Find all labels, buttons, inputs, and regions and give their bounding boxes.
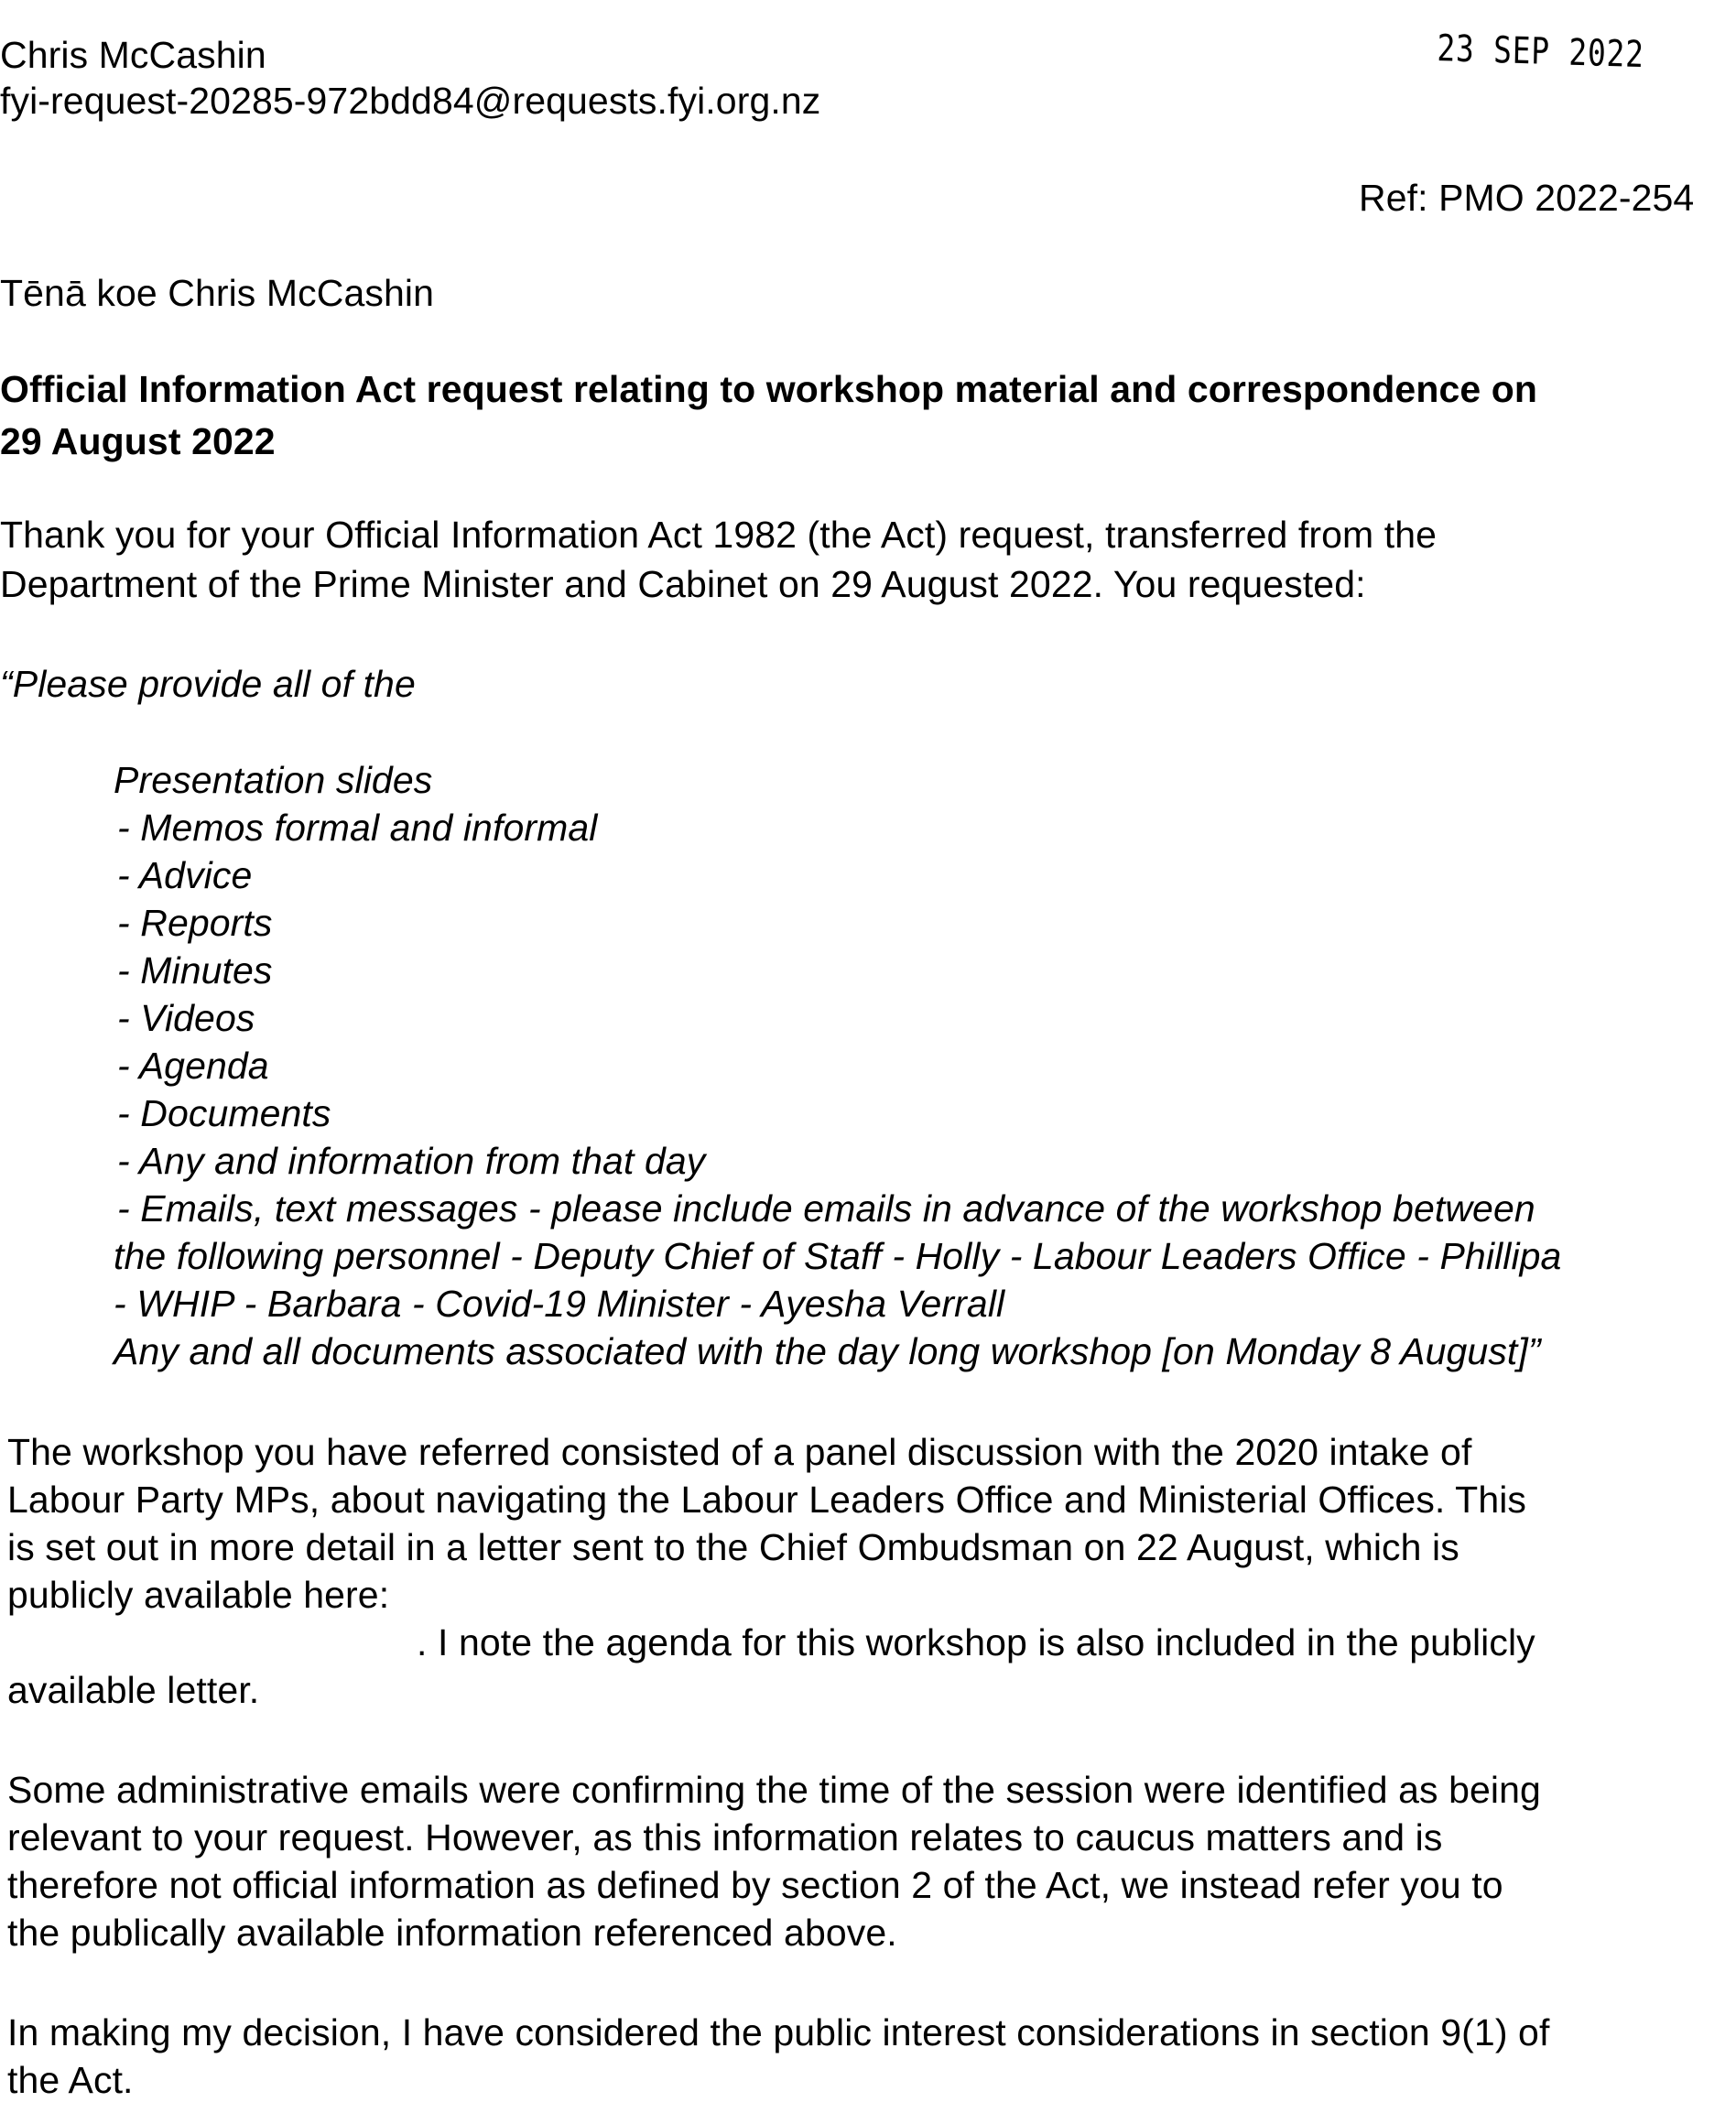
intro-line-1: Thank you for your Official Information Act 1982 (the Act) request, transferred from the bbox=[0, 514, 1438, 556]
reference-number: Ref: PMO 2022-254 bbox=[1359, 177, 1695, 219]
quote-item: Presentation slides bbox=[114, 759, 433, 801]
quote-item: - Advice bbox=[117, 854, 253, 896]
recipient-email: fyi-request-20285-972bdd84@requests.fyi.org.nz bbox=[0, 80, 821, 122]
quote-item: - Documents bbox=[117, 1092, 331, 1134]
subject-line-1: Official Information Act request relating to workshop material and correspondence on bbox=[0, 368, 1538, 410]
body-paragraph-3-line: In making my decision, I have considered the public interest considerations in section 9(1) of bbox=[7, 2011, 1550, 2053]
quote-item: Any and all documents associated with the day long workshop [on Monday 8 August]” bbox=[114, 1330, 1541, 1372]
body-paragraph-2-line: relevant to your request. However, as this information relates to caucus matters and is bbox=[7, 1816, 1443, 1858]
body-paragraph-3-line: the Act. bbox=[7, 2059, 134, 2101]
body-paragraph-1-line: available letter. bbox=[7, 1669, 260, 1711]
subject-line-2: 29 August 2022 bbox=[0, 420, 276, 462]
quote-item: - Minutes bbox=[117, 949, 273, 991]
body-paragraph-1-line: publicly available here: bbox=[7, 1574, 390, 1616]
body-paragraph-2-line: Some administrative emails were confirming the time of the session were identified as being bbox=[7, 1769, 1541, 1811]
intro-line-2: Department of the Prime Minister and Cabinet on 29 August 2022. You requested: bbox=[0, 563, 1366, 605]
quote-item: - Agenda bbox=[117, 1045, 269, 1087]
body-paragraph-1-line: Labour Party MPs, about navigating the Labour Leaders Office and Ministerial Offices. This bbox=[7, 1479, 1527, 1521]
quote-item: the following personnel - Deputy Chief of Staff - Holly - Labour Leaders Office - Phillipa bbox=[114, 1235, 1562, 1277]
quote-item: - Emails, text messages - please include emails in advance of the workshop between bbox=[117, 1187, 1535, 1230]
quote-item: - Memos formal and informal bbox=[117, 807, 598, 849]
quote-item: - WHIP - Barbara - Covid-19 Minister - Ayesha Verrall bbox=[114, 1283, 1005, 1325]
body-paragraph-1-line: is set out in more detail in a letter sent to the Chief Ombudsman on 22 August, which is bbox=[7, 1526, 1459, 1568]
date-stamp: 23 SEP 2022 bbox=[1437, 27, 1645, 77]
quote-opening: “Please provide all of the bbox=[0, 663, 416, 705]
quote-item: - Reports bbox=[117, 902, 273, 944]
body-paragraph-2-line: therefore not official information as defined by section 2 of the Act, we instead refer you to bbox=[7, 1864, 1503, 1906]
quote-item: - Videos bbox=[117, 997, 255, 1039]
recipient-name: Chris McCashin bbox=[0, 34, 266, 76]
body-paragraph-2-line: the publically available information referenced above. bbox=[7, 1912, 897, 1954]
body-paragraph-1-line: The workshop you have referred consisted of a panel discussion with the 2020 intake of bbox=[7, 1431, 1472, 1473]
salutation: Tēnā koe Chris McCashin bbox=[0, 272, 434, 314]
quote-item: - Any and information from that day bbox=[117, 1140, 706, 1182]
body-paragraph-1-line: . I note the agenda for this workshop is also included in the publicly bbox=[417, 1621, 1535, 1663]
